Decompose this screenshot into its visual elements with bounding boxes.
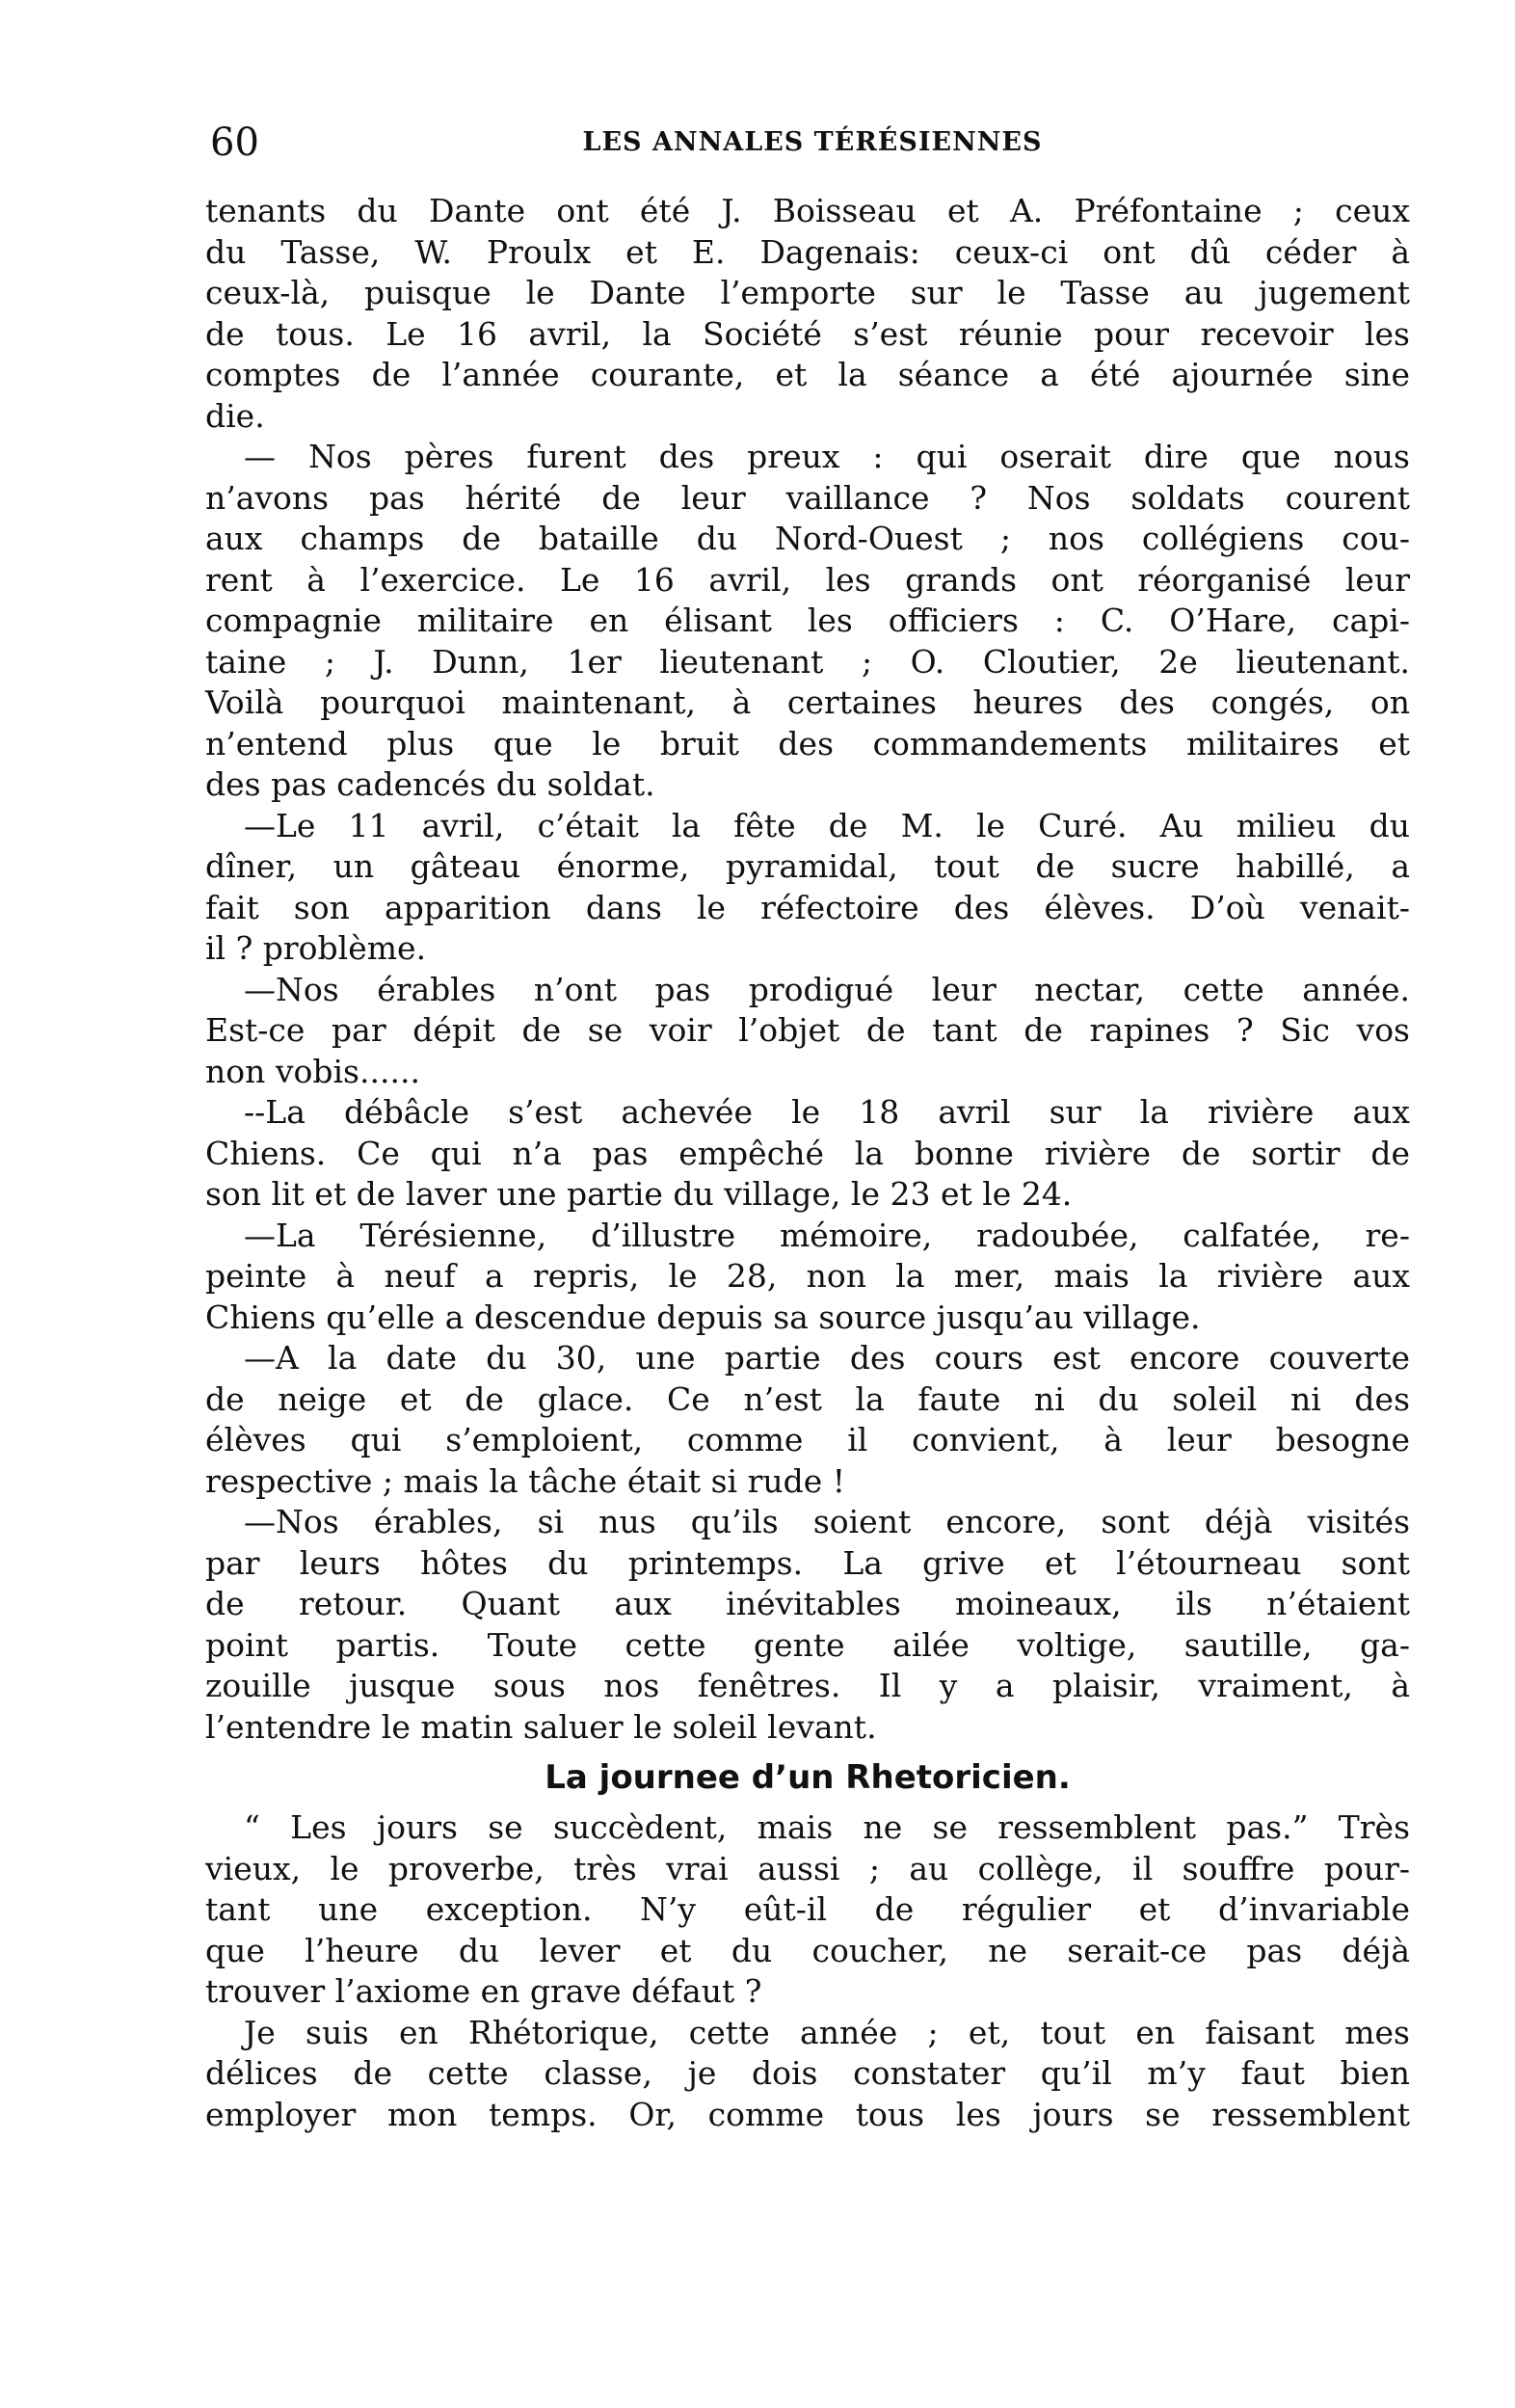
text-line: fait son apparition dans le réfectoire des élèves. D’où venait- bbox=[205, 888, 1410, 926]
text-line: trouver l’axiome en grave défaut ? bbox=[205, 1972, 762, 2010]
text-line: n’entend plus que le bruit des commandements militaires et bbox=[205, 724, 1410, 763]
text-line: die. bbox=[205, 396, 265, 435]
text-line: aux champs de bataille du Nord-Ouest ; nos collégiens cou- bbox=[205, 520, 1410, 557]
text-line: l’entendre le matin saluer le soleil levant. bbox=[205, 1707, 877, 1746]
text-line: Voilà pourquoi maintenant, à certaines heures des congés, on bbox=[205, 683, 1410, 721]
text-line: son lit et de laver une partie du village, le 23 et le 24. bbox=[205, 1175, 1073, 1213]
chronicle-section bbox=[205, 191, 1410, 1748]
running-head bbox=[210, 114, 1415, 172]
text-line: élèves qui s’emploient, comme il convient, à leur besogne bbox=[205, 1421, 1410, 1458]
body-text bbox=[205, 191, 1410, 2135]
text-line: du Tasse, W. Proulx et E. Dagenais: ceux-ci ont dû céder à bbox=[205, 232, 1410, 271]
text-line: vieux, le proverbe, très vrai aussi ; au collège, il souffre pour- bbox=[205, 1849, 1410, 1887]
text-line: respective ; mais la tâche était si rude ! bbox=[205, 1461, 845, 1500]
page-number: 60 bbox=[210, 120, 259, 165]
text-line: Je suis en Rhétorique, cette année ; et, tout en faisant mes bbox=[244, 2013, 1410, 2051]
text-line: peinte à neuf a repris, le 28, non la mer, mais la rivière aux bbox=[205, 1257, 1410, 1295]
text-line: —Nos érables, si nus qu’ils soient encore, sont déjà visités bbox=[244, 1503, 1410, 1540]
journal-title: LES ANNALES TÉRÉSIENNES bbox=[582, 127, 1043, 157]
text-line: —Nos érables n’ont pas prodigué leur nectar, cette année. bbox=[244, 970, 1410, 1008]
text-line: comptes de l’année courante, et la séance a été ajournée sine bbox=[205, 356, 1410, 393]
text-line: ceux-là, puisque le Dante l’emporte sur le Tasse au jugement bbox=[205, 274, 1410, 311]
text-line: tant une exception. N’y eût-il de régulier et d’invariable bbox=[205, 1890, 1410, 1928]
text-line: il ? problème. bbox=[205, 929, 427, 967]
text-line: dîner, un gâteau énorme, pyramidal, tout de sucre habillé, a bbox=[205, 847, 1410, 885]
text-line: de retour. Quant aux inévitables moineaux, ils n’étaient bbox=[205, 1585, 1410, 1622]
text-line: —A la date du 30, une partie des cours est encore couverte bbox=[244, 1339, 1410, 1377]
text-line: point partis. Toute cette gente ailée voltige, sautille, ga- bbox=[205, 1625, 1410, 1664]
essay-section bbox=[205, 1807, 1410, 2135]
text-line: n’avons pas hérité de leur vaillance ? Nos soldats courent bbox=[205, 478, 1410, 517]
text-line: délices de cette classe, je dois constater qu’il m’y faut bien bbox=[205, 2054, 1410, 2092]
text-line: Est-ce par dépit de se voir l’objet de tant de rapines ? Sic vos bbox=[205, 1011, 1410, 1049]
text-line: des pas cadencés du soldat. bbox=[205, 765, 655, 803]
text-line: —Le 11 avril, c’était la fête de M. le Curé. Au milieu du bbox=[244, 806, 1410, 844]
text-line: non vobis...... bbox=[205, 1052, 420, 1090]
text-line: Chiens qu’elle a descendue depuis sa source jusqu’au village. bbox=[205, 1298, 1201, 1336]
text-line: par leurs hôtes du printemps. La grive et l’étourneau sont bbox=[205, 1543, 1410, 1582]
text-line: de neige et de glace. Ce n’est la faute ni du soleil ni des bbox=[205, 1379, 1410, 1418]
text-line: zouille jusque sous nos fenêtres. Il y a plaisir, vraiment, à bbox=[205, 1667, 1410, 1704]
text-line: employer mon temps. Or, comme tous les jours se ressemblent bbox=[205, 2095, 1410, 2133]
section-heading: La journee d’un Rhetoricien. bbox=[545, 1758, 1071, 1797]
text-line: — Nos pères furent des preux : qui oserait dire que nous bbox=[244, 438, 1410, 475]
text-line: Chiens. Ce qui n’a pas empêché la bonne rivière de sortir de bbox=[205, 1134, 1410, 1172]
text-line: --La débâcle s’est achevée le 18 avril sur la rivière aux bbox=[244, 1093, 1410, 1131]
text-line: de tous. Le 16 avril, la Société s’est réunie pour recevoir les bbox=[205, 314, 1410, 353]
text-line: “ Les jours se succèdent, mais ne se ressemblent pas.” Très bbox=[244, 1808, 1410, 1846]
text-line: tenants du Dante ont été J. Boisseau et A. Préfontaine ; ceux bbox=[205, 192, 1410, 229]
text-line: taine ; J. Dunn, 1er lieutenant ; O. Cloutier, 2e lieutenant. bbox=[205, 642, 1410, 681]
text-line: —La Térésienne, d’illustre mémoire, radoubée, calfatée, re- bbox=[244, 1216, 1410, 1254]
text-line: rent à l’exercice. Le 16 avril, les grands ont réorganisé leur bbox=[205, 560, 1410, 599]
text-line: que l’heure du lever et du coucher, ne serait-ce pas déjà bbox=[205, 1931, 1410, 1969]
text-line: compagnie militaire en élisant les officiers : C. O’Hare, capi- bbox=[205, 602, 1410, 639]
